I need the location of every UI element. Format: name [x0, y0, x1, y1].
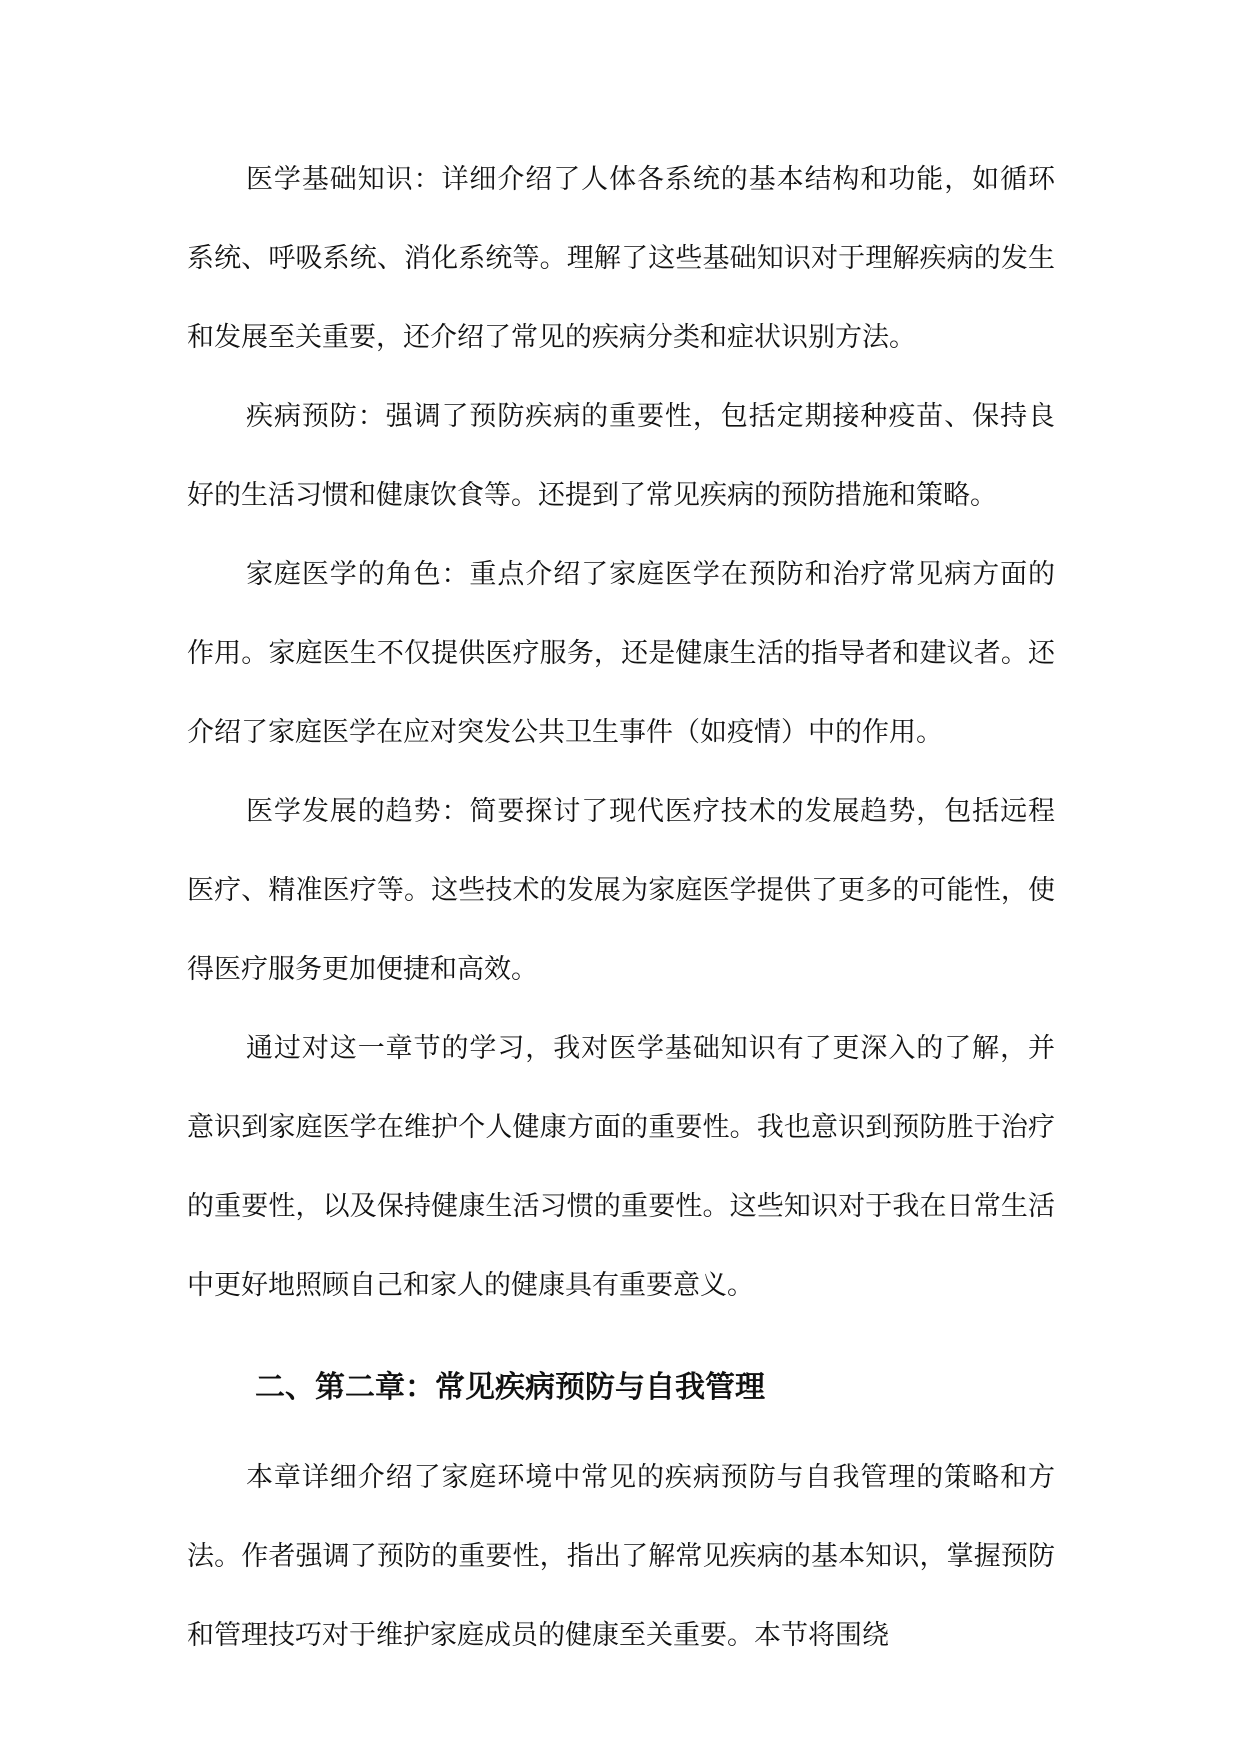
- paragraph-disease-prevention: 疾病预防：强调了预防疾病的重要性，包括定期接种疫苗、保持良好的生活习惯和健康饮食等。还提到了常见疾病的预防措施和策略。: [187, 401, 1055, 511]
- paragraph-medical-basics: 医学基础知识：详细介绍了人体各系统的基本结构和功能，如循环系统、呼吸系统、消化系统等。理解了这些基础知识对于理解疾病的发生和发展至关重要，还介绍了常见的疾病分类和症状识别方法。: [187, 164, 1055, 353]
- paragraph-medical-trends: 医学发展的趋势：简要探讨了现代医疗技术的发展趋势，包括远程医疗、精准医疗等。这些技术的发展为家庭医学提供了更多的可能性，使得医疗服务更加便捷和高效。: [187, 796, 1055, 985]
- paragraph-chapter-summary: 通过对这一章节的学习，我对医学基础知识有了更深入的了解，并意识到家庭医学在维护个人健康方面的重要性。我也意识到预防胜于治疗的重要性，以及保持健康生活习惯的重要性。这些知识对于我在日常生活中更好地照顾自己和家人的健康具有重要意义。: [187, 1033, 1055, 1301]
- document-body: [187, 140, 1055, 1675]
- section-heading: 二、第二章：常见疾病预防与自我管理: [255, 1370, 765, 1405]
- paragraph-family-medicine-role: 家庭医学的角色：重点介绍了家庭医学在预防和治疗常见病方面的作用。家庭医生不仅提供医疗服务，还是健康生活的指导者和建议者。还介绍了家庭医学在应对突发公共卫生事件（如疫情）中的作用。: [187, 559, 1055, 748]
- paragraph-chapter-two-intro: 本章详细介绍了家庭环境中常见的疾病预防与自我管理的策略和方法。作者强调了预防的重要性，指出了解常见疾病的基本知识，掌握预防和管理技巧对于维护家庭成员的健康至关重要。本节将围绕: [187, 1462, 1055, 1651]
